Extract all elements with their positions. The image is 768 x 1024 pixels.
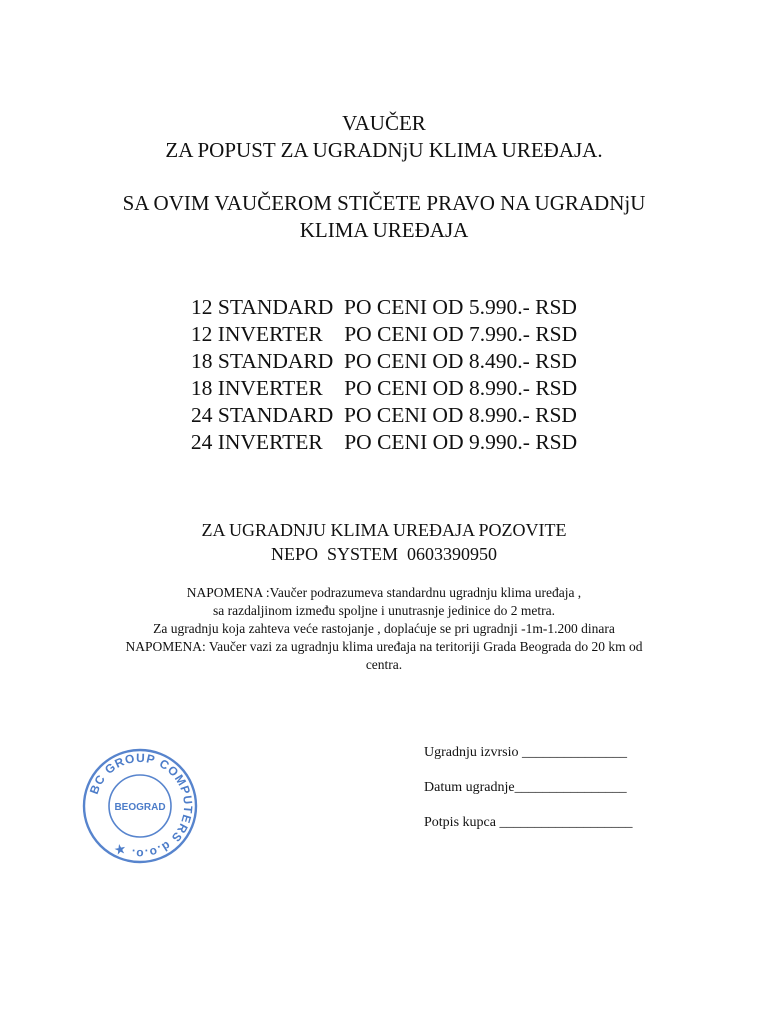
contact-line-1: ZA UGRADNJU KLIMA UREĐAJA POZOVITE (201, 520, 567, 540)
intro-line-1: SA OVIM VAUČEROM STIČETE PRAVO NA UGRADNjU (122, 191, 646, 215)
customer-signature-field: Potpis kupca ___________________ (424, 815, 633, 830)
price-row: 12 STANDARD PO CENI OD 5.990.- RSD (191, 295, 577, 319)
note-line: centra. (365, 657, 403, 672)
voucher-intro (0, 190, 768, 244)
price-row: 18 INVERTER PO CENI OD 8.990.- RSD (190, 376, 578, 400)
intro-line-2: KLIMA UREĐAJA (299, 218, 469, 242)
note-line: NAPOMENA :Vaučer podrazumeva standardnu ugradnju klima uređaja , (186, 585, 582, 600)
note-line: NAPOMENA: Vaučer vazi za ugradnju klima uređaja na teritoriji Grada Beograda do 20 km od (125, 639, 643, 654)
installer-field: Ugradnju izvrsio _______________ (424, 745, 627, 760)
svg-text:BEOGRAD: BEOGRAD (114, 802, 166, 813)
price-list (0, 294, 768, 456)
note-line: sa razdaljinom između spoljne i unutrasnje jedinice do 2 metra. (213, 603, 555, 618)
price-row: 24 INVERTER PO CENI OD 9.990.- RSD (190, 430, 578, 454)
voucher-title (0, 110, 768, 164)
price-row: 24 STANDARD PO CENI OD 8.990.- RSD (191, 403, 577, 427)
contact-info (0, 518, 768, 566)
svg-text:BC GROUP COMPUTERS d.o.o. ★: BC GROUP COMPUTERS d.o.o. ★ (86, 750, 196, 862)
price-row: 12 INVERTER PO CENI OD 7.990.- RSD (190, 322, 578, 346)
signature-fields (424, 744, 632, 849)
title-line-2: ZA POPUST ZA UGRADNjU KLIMA UREĐAJA. (165, 138, 603, 162)
notes (0, 584, 768, 674)
price-row: 18 STANDARD PO CENI OD 8.490.- RSD (191, 349, 577, 373)
contact-line-2: NEPO SYSTEM 0603390950 (270, 544, 498, 564)
title-line-1: VAUČER (342, 111, 426, 135)
company-stamp (76, 744, 204, 868)
stamp-seal-icon (76, 744, 204, 868)
note-line: Za ugradnju koja zahteva veće rastojanje , doplaćuje se pri ugradnji -1m-1.200 dinara (153, 621, 615, 636)
install-date-field: Datum ugradnje________________ (424, 780, 627, 795)
